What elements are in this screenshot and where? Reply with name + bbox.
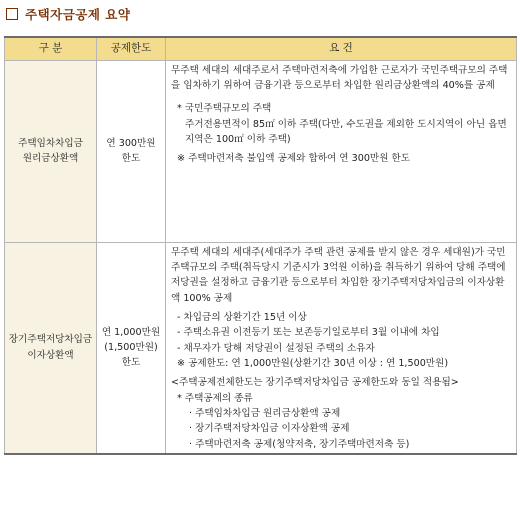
row-limit: 연 300만원 한도 <box>97 60 166 242</box>
row-requirements <box>166 60 517 242</box>
requirement-type-item: · 주택임차차입금 원리금상환액 공제 <box>189 407 341 419</box>
requirement-bullet: - 차입금의 상환기간 15년 이상 <box>177 311 307 323</box>
header-category: 구 분 <box>5 37 97 60</box>
checkbox-square-icon <box>6 8 18 20</box>
table-row <box>5 60 517 242</box>
table-row <box>5 242 517 454</box>
requirement-type-item: · 장기주택저당차입금 이자상환액 공제 <box>189 423 350 435</box>
housing-fund-deduction-table <box>4 36 517 455</box>
table-header-row <box>5 37 517 60</box>
header-limit: 공제한도 <box>97 37 166 60</box>
requirement-note-limit: ※ 주택마련저축 불입액 공제와 합하여 연 300만원 한도 <box>177 153 411 165</box>
header-requirements: 요 건 <box>166 37 517 60</box>
requirement-bullet: - 채무자가 당해 저당권이 설정된 주택의 소유자 <box>177 342 375 354</box>
requirement-bullet: - 주택소유권 이전등기 또는 보존등기일로부터 3월 이내에 차입 <box>177 327 440 339</box>
row-requirements <box>166 242 517 454</box>
section-title-text: 주택자금공제 요약 <box>25 7 131 22</box>
requirement-note-limit: ※ 공제한도: 연 1,000만원(상환기간 30년 이상 : 연 1,500만원) <box>177 357 449 369</box>
row-limit: 연 1,000만원 (1,500만원) 한도 <box>97 242 166 454</box>
requirement-main: 무주택 세대의 세대주(세대주가 주택 관련 공제를 받지 않은 경우 세대원)가 국민주택규모의 주택(취득당시 기준시가 3억원 이하)을 취득하기 위하여 당해 주택에 저당권을 설정하고 금융기관 등으로부터 차입한 장기주택저당차입금의 이자상환액 100% 공제 <box>171 246 506 304</box>
requirement-type-item: · 주택마련저축 공제(청약저축, 장기주택마련저축 등) <box>189 438 410 450</box>
row-category: 장기주택저당차입금 이자상환액 <box>5 242 97 454</box>
requirement-note-detail: 주거전용면적이 85㎡ 이하 주택(다만, 수도권을 제외한 도시지역이 아닌 읍면 지역은 100㎡ 이하 주택) <box>185 118 507 145</box>
requirement-main: 무주택 세대의 세대주로서 주택마련저축에 가입한 근로자가 국민주택규모의 주택을 임차하기 위하여 금융기관 등으로부터 차입한 원리금상환액의 40%를 공제 <box>171 64 508 91</box>
requirement-total-limit: <주택공제전체한도는 장기주택저당차입금 공제한도와 동일 적용됨> <box>171 377 459 389</box>
requirement-note-title: * 국민주택규모의 주택 <box>177 103 272 115</box>
requirement-types-title: * 주택공제의 종류 <box>177 392 253 404</box>
section-title <box>6 5 130 23</box>
row-category: 주택임차차입금 원리금상환액 <box>5 60 97 242</box>
